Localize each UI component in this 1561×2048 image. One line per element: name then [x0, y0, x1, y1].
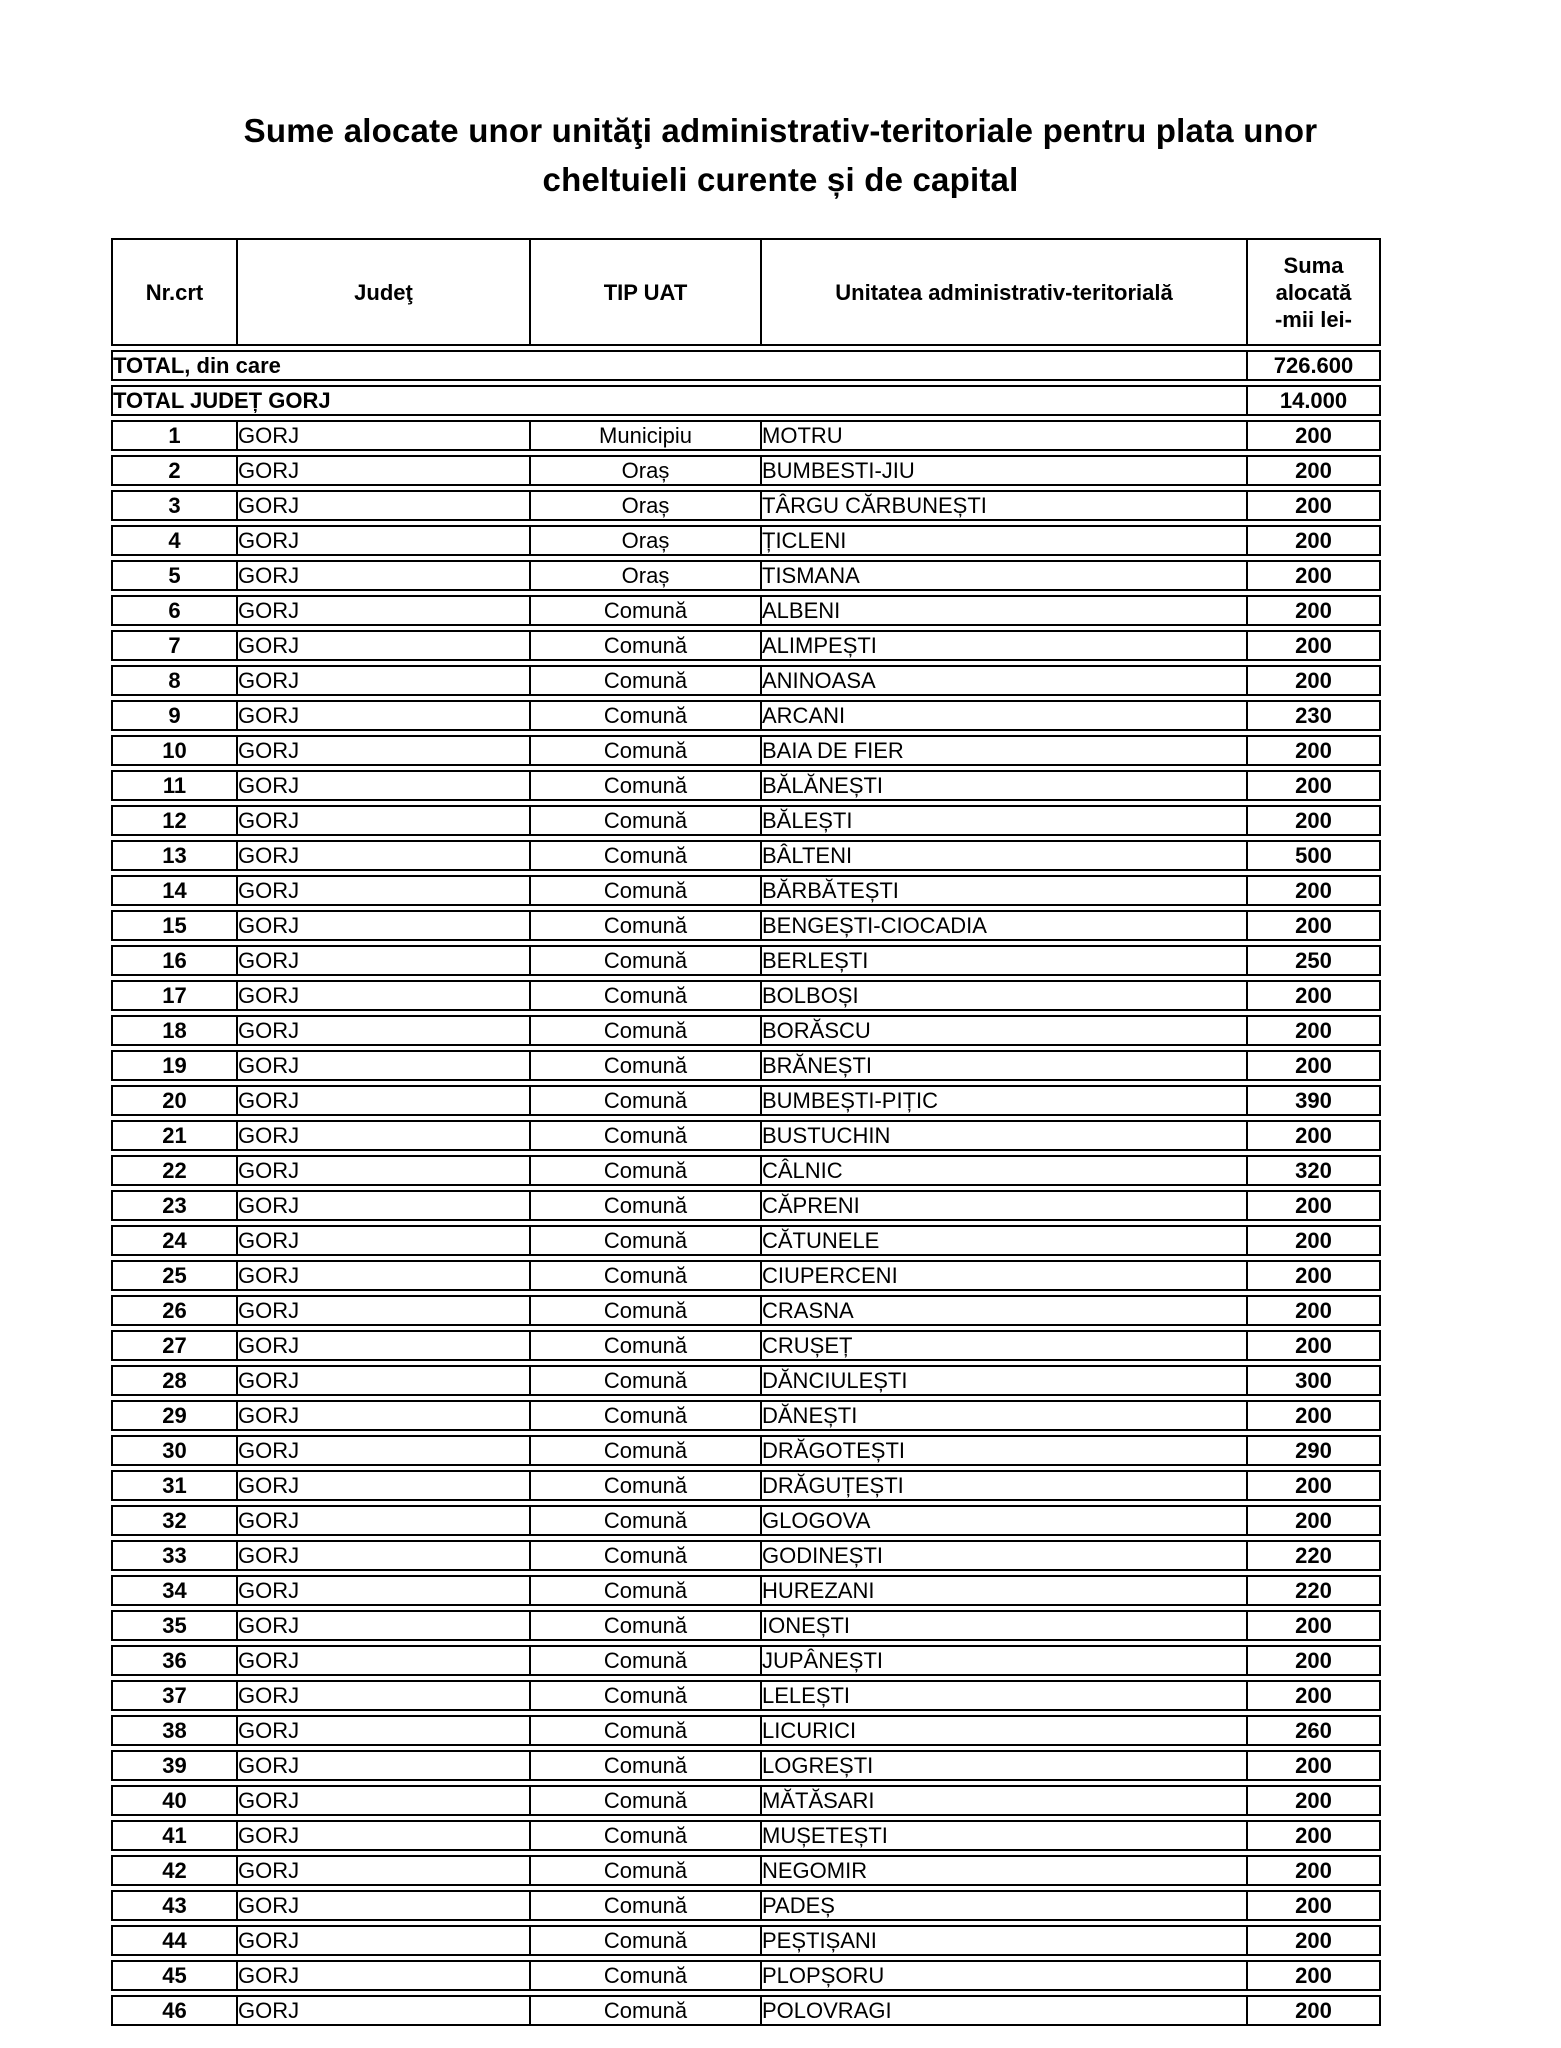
tip-uat-cell: Comună	[531, 910, 762, 941]
unitate-cell: LELEȘTI	[762, 1680, 1248, 1711]
unitate-cell: NEGOMIR	[762, 1855, 1248, 1886]
judet-cell: GORJ	[238, 1575, 531, 1606]
table-row	[111, 1645, 1381, 1676]
total-general-value: 726.600	[1248, 350, 1381, 381]
table-row	[111, 560, 1381, 591]
tip-uat-cell: Comună	[531, 1050, 762, 1081]
unitate-cell: LOGREȘTI	[762, 1750, 1248, 1781]
nr-cell: 41	[111, 1820, 238, 1851]
table-row	[111, 700, 1381, 731]
nr-cell: 33	[111, 1540, 238, 1571]
nr-cell: 29	[111, 1400, 238, 1431]
tip-uat-cell: Comună	[531, 1225, 762, 1256]
suma-cell: 300	[1248, 1365, 1381, 1396]
table-row	[111, 525, 1381, 556]
table-row	[111, 1960, 1381, 1991]
tip-uat-cell: Comună	[531, 1750, 762, 1781]
tip-uat-cell: Oraș	[531, 560, 762, 591]
judet-cell: GORJ	[238, 595, 531, 626]
table-row	[111, 1995, 1381, 2026]
unitate-cell: BÂLTENI	[762, 840, 1248, 871]
suma-cell: 200	[1248, 1120, 1381, 1151]
judet-cell: GORJ	[238, 1365, 531, 1396]
nr-cell: 39	[111, 1750, 238, 1781]
judet-cell: GORJ	[238, 420, 531, 451]
header-suma-line-1: Suma	[1283, 252, 1344, 278]
tip-uat-cell: Comună	[531, 1540, 762, 1571]
judet-cell: GORJ	[238, 700, 531, 731]
nr-cell: 37	[111, 1680, 238, 1711]
suma-cell: 220	[1248, 1575, 1381, 1606]
judet-cell: GORJ	[238, 735, 531, 766]
unitate-cell: ȚICLENI	[762, 525, 1248, 556]
judet-cell: GORJ	[238, 875, 531, 906]
judet-cell: GORJ	[238, 1435, 531, 1466]
table-row	[111, 1505, 1381, 1536]
table-row	[111, 1575, 1381, 1606]
judet-cell: GORJ	[238, 1260, 531, 1291]
unitate-cell: BĂLEȘTI	[762, 805, 1248, 836]
suma-cell: 200	[1248, 1680, 1381, 1711]
unitate-cell: CIUPERCENI	[762, 1260, 1248, 1291]
suma-cell: 200	[1248, 595, 1381, 626]
tip-uat-cell: Comună	[531, 980, 762, 1011]
suma-cell: 200	[1248, 455, 1381, 486]
tip-uat-cell: Comună	[531, 700, 762, 731]
unitate-cell: CRUȘEȚ	[762, 1330, 1248, 1361]
suma-cell: 200	[1248, 630, 1381, 661]
suma-cell: 200	[1248, 1295, 1381, 1326]
unitate-cell: IONEȘTI	[762, 1610, 1248, 1641]
judet-cell: GORJ	[238, 1190, 531, 1221]
suma-cell: 200	[1248, 665, 1381, 696]
unitate-cell: ALBENI	[762, 595, 1248, 626]
table-row	[111, 1015, 1381, 1046]
unitate-cell: TÂRGU CĂRBUNEȘTI	[762, 490, 1248, 521]
judet-cell: GORJ	[238, 1610, 531, 1641]
nr-cell: 2	[111, 455, 238, 486]
table-row	[111, 1785, 1381, 1816]
suma-cell: 200	[1248, 1015, 1381, 1046]
tip-uat-cell: Comună	[531, 945, 762, 976]
table-row	[111, 1820, 1381, 1851]
judet-cell: GORJ	[238, 1085, 531, 1116]
unitate-cell: PEȘTIȘANI	[762, 1925, 1248, 1956]
nr-cell: 15	[111, 910, 238, 941]
nr-cell: 5	[111, 560, 238, 591]
judet-cell: GORJ	[238, 1505, 531, 1536]
tip-uat-cell: Comună	[531, 1260, 762, 1291]
table-row	[111, 1155, 1381, 1186]
title-line-1: Sume alocate unor unităţi administrativ-teritoriale pentru plata unor	[243, 112, 1318, 149]
allocation-table	[111, 234, 1381, 2030]
judet-cell: GORJ	[238, 945, 531, 976]
tip-uat-cell: Comună	[531, 1785, 762, 1816]
rows-body	[111, 420, 1381, 2026]
judet-cell: GORJ	[238, 1540, 531, 1571]
unitate-cell: GLOGOVA	[762, 1505, 1248, 1536]
tip-uat-cell: Comună	[531, 840, 762, 871]
tip-uat-cell: Comună	[531, 1015, 762, 1046]
unitate-cell: DRĂGOTEȘTI	[762, 1435, 1248, 1466]
tip-uat-cell: Comună	[531, 1610, 762, 1641]
tip-uat-cell: Comună	[531, 1855, 762, 1886]
tip-uat-cell: Comună	[531, 630, 762, 661]
tip-uat-cell: Oraș	[531, 455, 762, 486]
suma-cell: 200	[1248, 980, 1381, 1011]
table-row	[111, 770, 1381, 801]
unitate-cell: BUSTUCHIN	[762, 1120, 1248, 1151]
tip-uat-cell: Comună	[531, 1505, 762, 1536]
judet-cell: GORJ	[238, 560, 531, 591]
nr-cell: 31	[111, 1470, 238, 1501]
table-row	[111, 1085, 1381, 1116]
table-row	[111, 1750, 1381, 1781]
nr-cell: 12	[111, 805, 238, 836]
suma-cell: 200	[1248, 910, 1381, 941]
nr-cell: 43	[111, 1890, 238, 1921]
unitate-cell: PLOPȘORU	[762, 1960, 1248, 1991]
suma-cell: 230	[1248, 700, 1381, 731]
header-suma-line-3: -mii lei-	[1274, 306, 1352, 332]
tip-uat-cell: Comună	[531, 1435, 762, 1466]
table-row	[111, 910, 1381, 941]
unitate-cell: GODINEȘTI	[762, 1540, 1248, 1571]
unitate-cell: JUPÂNEȘTI	[762, 1645, 1248, 1676]
suma-cell: 200	[1248, 770, 1381, 801]
table-row	[111, 1890, 1381, 1921]
suma-cell: 200	[1248, 1470, 1381, 1501]
tip-uat-cell: Municipiu	[531, 420, 762, 451]
nr-cell: 4	[111, 525, 238, 556]
unitate-cell: LICURICI	[762, 1715, 1248, 1746]
tip-uat-cell: Comună	[531, 1995, 762, 2026]
tip-uat-cell: Oraș	[531, 490, 762, 521]
tip-uat-cell: Comună	[531, 1155, 762, 1186]
tip-uat-cell: Comună	[531, 770, 762, 801]
table-row	[111, 420, 1381, 451]
nr-cell: 22	[111, 1155, 238, 1186]
unitate-cell: MĂTĂSARI	[762, 1785, 1248, 1816]
tip-uat-cell: Comună	[531, 595, 762, 626]
nr-cell: 9	[111, 700, 238, 731]
nr-cell: 16	[111, 945, 238, 976]
nr-cell: 8	[111, 665, 238, 696]
tip-uat-cell: Comună	[531, 735, 762, 766]
nr-cell: 32	[111, 1505, 238, 1536]
suma-cell: 200	[1248, 1785, 1381, 1816]
unitate-cell: BAIA DE FIER	[762, 735, 1248, 766]
suma-cell: 290	[1248, 1435, 1381, 1466]
nr-cell: 17	[111, 980, 238, 1011]
unitate-cell: ANINOASA	[762, 665, 1248, 696]
suma-cell: 200	[1248, 1050, 1381, 1081]
table-row	[111, 735, 1381, 766]
judet-cell: GORJ	[238, 1680, 531, 1711]
judet-cell: GORJ	[238, 1155, 531, 1186]
table-row	[111, 1260, 1381, 1291]
nr-cell: 19	[111, 1050, 238, 1081]
suma-cell: 200	[1248, 420, 1381, 451]
judet-cell: GORJ	[238, 1855, 531, 1886]
judet-cell: GORJ	[238, 1960, 531, 1991]
unitate-cell: BOLBOȘI	[762, 980, 1248, 1011]
table-row	[111, 945, 1381, 976]
suma-cell: 390	[1248, 1085, 1381, 1116]
tip-uat-cell: Comună	[531, 1085, 762, 1116]
table-row	[111, 1680, 1381, 1711]
tip-uat-cell: Comună	[531, 1400, 762, 1431]
table-row	[111, 1855, 1381, 1886]
nr-cell: 23	[111, 1190, 238, 1221]
tip-uat-cell: Comună	[531, 665, 762, 696]
tip-uat-cell: Comună	[531, 1330, 762, 1361]
judet-cell: GORJ	[238, 1715, 531, 1746]
unitate-cell: BUMBESTI-JIU	[762, 455, 1248, 486]
judet-cell: GORJ	[238, 665, 531, 696]
total-row-general	[111, 350, 1381, 381]
table-row	[111, 490, 1381, 521]
suma-cell: 200	[1248, 1855, 1381, 1886]
table-row	[111, 840, 1381, 871]
total-row-judet	[111, 385, 1381, 416]
unitate-cell: BĂRBĂTEȘTI	[762, 875, 1248, 906]
tip-uat-cell: Comună	[531, 1680, 762, 1711]
judet-cell: GORJ	[238, 1925, 531, 1956]
judet-cell: GORJ	[238, 1400, 531, 1431]
totals-body	[111, 350, 1381, 416]
judet-cell: GORJ	[238, 525, 531, 556]
nr-cell: 7	[111, 630, 238, 661]
suma-cell: 200	[1248, 1610, 1381, 1641]
judet-cell: GORJ	[238, 840, 531, 871]
nr-cell: 34	[111, 1575, 238, 1606]
tip-uat-cell: Comună	[531, 1190, 762, 1221]
suma-cell: 200	[1248, 875, 1381, 906]
unitate-cell: DRĂGUȚEȘTI	[762, 1470, 1248, 1501]
judet-cell: GORJ	[238, 980, 531, 1011]
suma-cell: 200	[1248, 1400, 1381, 1431]
nr-cell: 45	[111, 1960, 238, 1991]
judet-cell: GORJ	[238, 1820, 531, 1851]
unitate-cell: CÂLNIC	[762, 1155, 1248, 1186]
suma-cell: 200	[1248, 1645, 1381, 1676]
table-row	[111, 1295, 1381, 1326]
judet-cell: GORJ	[238, 1330, 531, 1361]
table-row	[111, 1470, 1381, 1501]
table-row	[111, 595, 1381, 626]
unitate-cell: ARCANI	[762, 700, 1248, 731]
unitate-cell: PADEȘ	[762, 1890, 1248, 1921]
nr-cell: 36	[111, 1645, 238, 1676]
suma-cell: 200	[1248, 560, 1381, 591]
judet-cell: GORJ	[238, 1785, 531, 1816]
suma-cell: 500	[1248, 840, 1381, 871]
tip-uat-cell: Comună	[531, 1120, 762, 1151]
unitate-cell: BERLEȘTI	[762, 945, 1248, 976]
nr-cell: 6	[111, 595, 238, 626]
tip-uat-cell: Comună	[531, 1470, 762, 1501]
table-row	[111, 1330, 1381, 1361]
unitate-cell: BĂLĂNEȘTI	[762, 770, 1248, 801]
nr-cell: 26	[111, 1295, 238, 1326]
suma-cell: 200	[1248, 1960, 1381, 1991]
judet-cell: GORJ	[238, 1295, 531, 1326]
nr-cell: 46	[111, 1995, 238, 2026]
suma-cell: 200	[1248, 1995, 1381, 2026]
judet-cell: GORJ	[238, 1470, 531, 1501]
table-row	[111, 1190, 1381, 1221]
nr-cell: 10	[111, 735, 238, 766]
suma-cell: 260	[1248, 1715, 1381, 1746]
suma-cell: 200	[1248, 1190, 1381, 1221]
total-judet-label: TOTAL JUDEȚ GORJ	[111, 385, 1248, 416]
tip-uat-cell: Comună	[531, 1645, 762, 1676]
nr-cell: 35	[111, 1610, 238, 1641]
nr-cell: 3	[111, 490, 238, 521]
unitate-cell: MOTRU	[762, 420, 1248, 451]
unitate-cell: BRĂNEȘTI	[762, 1050, 1248, 1081]
suma-cell: 200	[1248, 1330, 1381, 1361]
tip-uat-cell: Comună	[531, 1365, 762, 1396]
total-judet-value: 14.000	[1248, 385, 1381, 416]
nr-cell: 14	[111, 875, 238, 906]
unitate-cell: CĂTUNELE	[762, 1225, 1248, 1256]
judet-cell: GORJ	[238, 1750, 531, 1781]
header-unitate: Unitatea administrativ-teritorială	[762, 238, 1248, 346]
tip-uat-cell: Comună	[531, 1295, 762, 1326]
table-row	[111, 1540, 1381, 1571]
nr-cell: 21	[111, 1120, 238, 1151]
table-row	[111, 1925, 1381, 1956]
header-suma-line-2: alocată	[1275, 279, 1352, 305]
judet-cell: GORJ	[238, 805, 531, 836]
suma-cell: 200	[1248, 1890, 1381, 1921]
tip-uat-cell: Comună	[531, 1925, 762, 1956]
nr-cell: 1	[111, 420, 238, 451]
title-line-2: cheltuieli curente și de capital	[542, 161, 1019, 198]
table-row	[111, 1050, 1381, 1081]
suma-cell: 220	[1248, 1540, 1381, 1571]
tip-uat-cell: Comună	[531, 1890, 762, 1921]
nr-cell: 11	[111, 770, 238, 801]
judet-cell: GORJ	[238, 1225, 531, 1256]
document-title	[0, 0, 1561, 204]
unitate-cell: POLOVRAGI	[762, 1995, 1248, 2026]
table-row	[111, 1225, 1381, 1256]
suma-cell: 250	[1248, 945, 1381, 976]
judet-cell: GORJ	[238, 490, 531, 521]
tip-uat-cell: Oraș	[531, 525, 762, 556]
table-row	[111, 1365, 1381, 1396]
table-row	[111, 455, 1381, 486]
suma-cell: 200	[1248, 1750, 1381, 1781]
suma-cell: 200	[1248, 1225, 1381, 1256]
nr-cell: 44	[111, 1925, 238, 1956]
table-row	[111, 665, 1381, 696]
unitate-cell: ALIMPEȘTI	[762, 630, 1248, 661]
judet-cell: GORJ	[238, 1890, 531, 1921]
unitate-cell: CĂPRENI	[762, 1190, 1248, 1221]
suma-cell: 200	[1248, 1820, 1381, 1851]
unitate-cell: HUREZANI	[762, 1575, 1248, 1606]
table-row	[111, 630, 1381, 661]
suma-cell: 200	[1248, 1925, 1381, 1956]
suma-cell: 320	[1248, 1155, 1381, 1186]
suma-cell: 200	[1248, 735, 1381, 766]
judet-cell: GORJ	[238, 1645, 531, 1676]
tip-uat-cell: Comună	[531, 1820, 762, 1851]
unitate-cell: BUMBEȘTI-PIȚIC	[762, 1085, 1248, 1116]
table-row	[111, 1715, 1381, 1746]
suma-cell: 200	[1248, 490, 1381, 521]
table-row	[111, 1610, 1381, 1641]
header-judet: Judeţ	[238, 238, 531, 346]
unitate-cell: MUȘETEȘTI	[762, 1820, 1248, 1851]
judet-cell: GORJ	[238, 630, 531, 661]
judet-cell: GORJ	[238, 1050, 531, 1081]
judet-cell: GORJ	[238, 1015, 531, 1046]
judet-cell: GORJ	[238, 1120, 531, 1151]
table-row	[111, 875, 1381, 906]
judet-cell: GORJ	[238, 770, 531, 801]
unitate-cell: BENGEȘTI-CIOCADIA	[762, 910, 1248, 941]
tip-uat-cell: Comună	[531, 1715, 762, 1746]
table-row	[111, 1400, 1381, 1431]
nr-cell: 20	[111, 1085, 238, 1116]
table-row	[111, 1120, 1381, 1151]
header-suma	[1248, 238, 1381, 346]
judet-cell: GORJ	[238, 455, 531, 486]
nr-cell: 28	[111, 1365, 238, 1396]
total-general-label: TOTAL, din care	[111, 350, 1248, 381]
tip-uat-cell: Comună	[531, 1575, 762, 1606]
nr-cell: 24	[111, 1225, 238, 1256]
nr-cell: 30	[111, 1435, 238, 1466]
unitate-cell: CRASNA	[762, 1295, 1248, 1326]
judet-cell: GORJ	[238, 1995, 531, 2026]
suma-cell: 200	[1248, 1260, 1381, 1291]
tip-uat-cell: Comună	[531, 1960, 762, 1991]
nr-cell: 25	[111, 1260, 238, 1291]
unitate-cell: DĂNCIULEȘTI	[762, 1365, 1248, 1396]
header-tip-uat: TIP UAT	[531, 238, 762, 346]
header-row	[111, 238, 1381, 346]
nr-cell: 13	[111, 840, 238, 871]
table-row	[111, 805, 1381, 836]
nr-cell: 42	[111, 1855, 238, 1886]
unitate-cell: BORĂSCU	[762, 1015, 1248, 1046]
unitate-cell: TISMANA	[762, 560, 1248, 591]
nr-cell: 38	[111, 1715, 238, 1746]
nr-cell: 40	[111, 1785, 238, 1816]
table-row	[111, 1435, 1381, 1466]
tip-uat-cell: Comună	[531, 875, 762, 906]
nr-cell: 18	[111, 1015, 238, 1046]
unitate-cell: DĂNEȘTI	[762, 1400, 1248, 1431]
nr-cell: 27	[111, 1330, 238, 1361]
suma-cell: 200	[1248, 805, 1381, 836]
header-nr-crt: Nr.crt	[111, 238, 238, 346]
judet-cell: GORJ	[238, 910, 531, 941]
table-row	[111, 980, 1381, 1011]
suma-cell: 200	[1248, 1505, 1381, 1536]
tip-uat-cell: Comună	[531, 805, 762, 836]
suma-cell: 200	[1248, 525, 1381, 556]
